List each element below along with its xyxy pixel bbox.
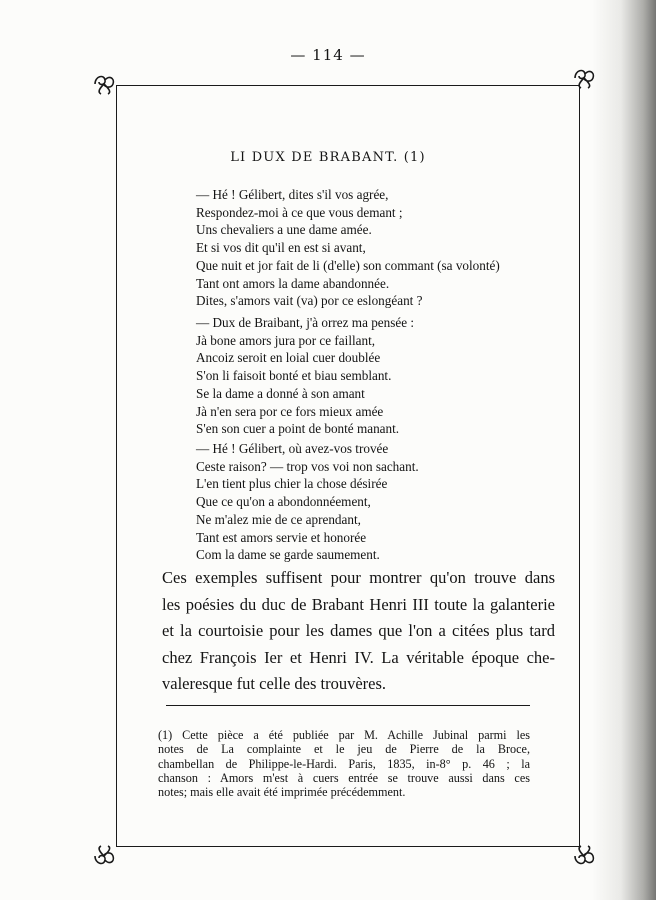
verse-line: S'on li faisoit bonté et biau semblant.: [196, 368, 392, 384]
verse-line: Ancoiz seroit en loial cuer doublée: [196, 350, 381, 366]
verse-line: — Hé ! Gélibert, dites s'il vos agrée,: [196, 187, 389, 202]
verse-line: Ne m'alez mie de ce aprendant,: [196, 511, 361, 527]
verse-line: Respondez-moi à ce que vous demant ;: [196, 204, 403, 220]
stanza-2: [196, 314, 556, 438]
verse-line: Que nuit et jor fait de li (d'elle) son commant (sa volonté): [196, 257, 500, 273]
verse-line: L'en tient plus chier la chose désirée: [196, 476, 388, 492]
footnote-line: notes de La complainte et le jeu de Pierre de la Broce,: [158, 742, 530, 757]
footnote-line: notes; mais elle avait été imprimée précédemment.: [158, 785, 406, 800]
page-edge-shadow: [592, 0, 656, 900]
corner-flourish-icon: [91, 71, 117, 97]
poem-title: LI DUX DE BRABANT. (1): [230, 150, 426, 165]
verse-line: — Dux de Braibant, j'à orrez ma pensée :: [196, 315, 415, 330]
verse-line: — Hé ! Gélibert, où avez-vos trovée: [196, 441, 389, 456]
footnote-line: chanson : Amors m'est à cuers entrée se trouve aussi dans ces: [158, 770, 530, 785]
corner-flourish-icon: [91, 843, 117, 869]
verse-line: Com la dame se garde saumement.: [196, 547, 380, 563]
footnote-line: (1) Cette pièce a été publiée par M. Achille Jubinal parmi les: [158, 728, 530, 742]
verse-line: Que ce qu'on a abondonnéement,: [196, 494, 371, 510]
verse-line: Ceste raison? — trop vos voi non sachant.: [196, 458, 419, 474]
verse-line: S'en son cuer a point de bonté manant.: [196, 421, 400, 437]
corner-flourish-icon: [571, 65, 597, 91]
paragraph-line: chez François Ier et Henri IV. La véritable époque che-: [162, 647, 555, 667]
corner-flourish-icon: [571, 843, 597, 869]
verse-line: Uns chevaliers a une dame amée.: [196, 222, 372, 238]
verse-line: Et si vos dit qu'il en est si avant,: [196, 240, 366, 256]
verse-line: Jà n'en sera por ce fors mieux amée: [196, 403, 384, 419]
verse-line: Tant est amors servie et honorée: [196, 529, 367, 545]
stanza-1: [196, 186, 556, 310]
footnote: [158, 728, 530, 799]
footnote-line: chambellan de Philippe-le-Hardi. Paris, 1835, in-8° p. 46 ; la: [158, 756, 530, 771]
page-number: — 114 —: [290, 46, 366, 64]
body-paragraph: [162, 565, 555, 698]
verse-line: Se la dame a donné à son amant: [196, 385, 365, 401]
verse-line: Jà bone amors jura por ce faillant,: [196, 332, 376, 348]
paragraph-line: les poésies du duc de Brabant Henri III toute la galanterie: [162, 594, 555, 614]
verse-line: Tant ont amors la dame abandonnée.: [196, 275, 390, 291]
paragraph-line: valeresque fut celle des trouvères.: [162, 674, 387, 693]
footnote-divider: [166, 705, 530, 706]
paragraph-line: et la courtoisie pour les dames que l'on a citées plus tard: [162, 621, 555, 640]
paragraph-line: Ces exemples suffisent pour montrer qu'on trouve dans: [162, 568, 555, 587]
verse-line: Dites, s'amors vait (va) por ce eslongéant ?: [196, 293, 423, 309]
stanza-3: [196, 440, 556, 564]
